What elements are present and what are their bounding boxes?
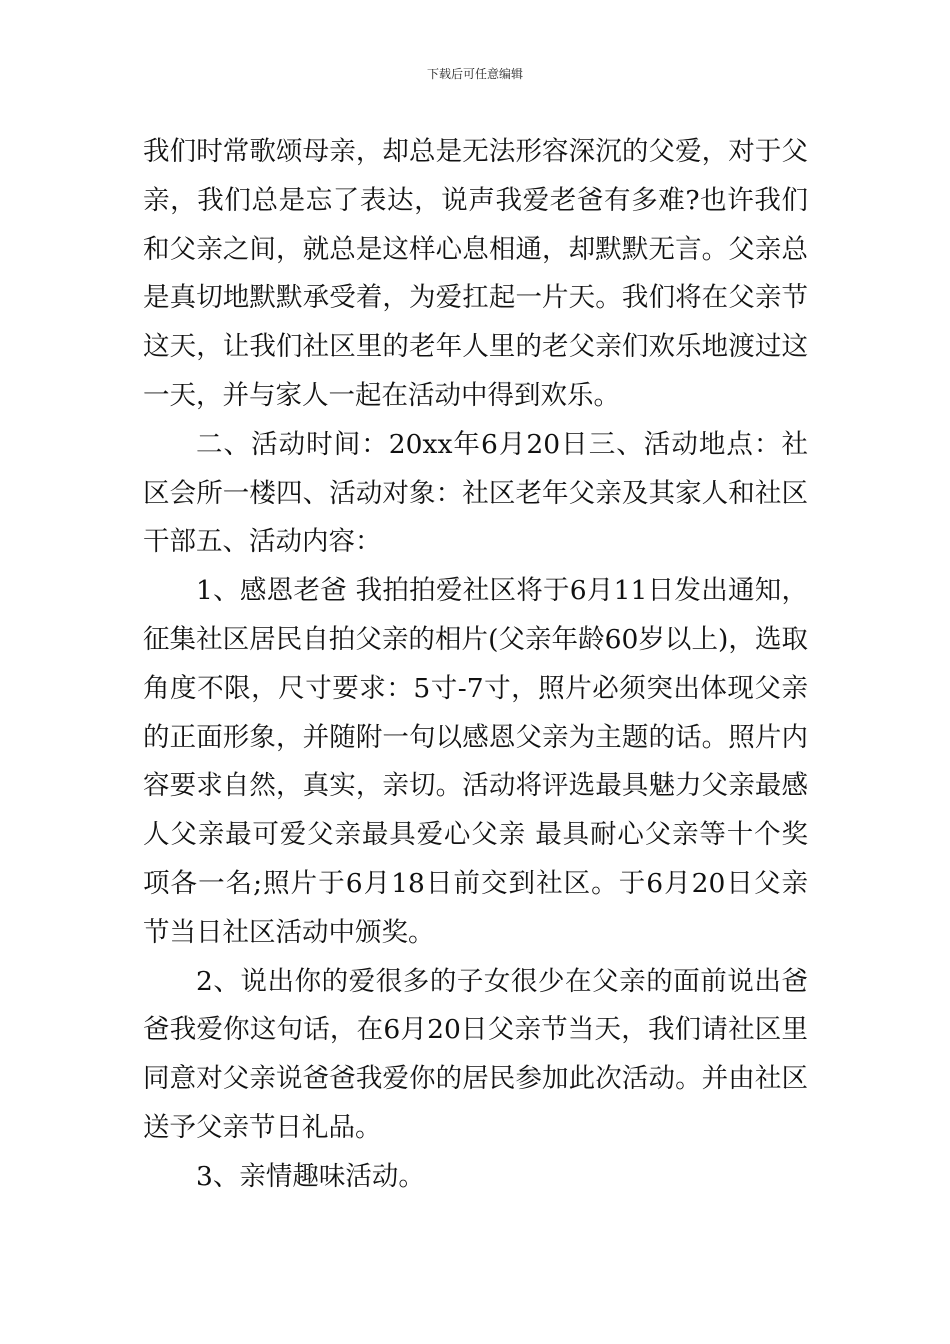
paragraph-item-2: 2、说出你的爱很多的子女很少在父亲的面前说出爸爸我爱你这句话，在6月20日父亲节当天，我们请社区里同意对父亲说爸爸我爱你的居民参加此次活动。并由社区送予父亲节日礼品。 xyxy=(143,965,808,1143)
paragraph-intro: 我们时常歌颂母亲，却总是无法形容深沉的父爱，对于父亲，我们总是忘了表达，说声我爱老爸有多难?也许我们和父亲之间，就总是这样心息相通，却默默无言。父亲总是真切地默默承受着，为爱扛起一片天。我们将在父亲节这天，让我们社区里的老年人里的老父亲们欢乐地渡过这一天，并与家人一起在活动中得到欢乐。 xyxy=(143,136,808,411)
page-header: 下载后可任意编辑 xyxy=(426,67,523,81)
document-body xyxy=(143,128,808,1202)
paragraph-item-3: 3、亲情趣味活动。 xyxy=(196,1160,425,1192)
paragraph-item-1: 1、感恩老爸 我拍拍爱社区将于6月11日发出通知，征集社区居民自拍父亲的相片(父亲年龄60岁以上)，选取角度不限，尺寸要求：5寸-7寸，照片必须突出体现父亲的正面形象，并随附一句以感恩父亲为主题的话。照片内容要求自然，真实，亲切。活动将评选最具魅力父亲最感人父亲最可爱父亲最具爱心父亲 最具耐心父亲等十个奖项各一名;照片于6月18日前交到社区。于6月20日父亲节当日社区活动中颁奖。 xyxy=(143,575,808,948)
paragraph-activity-details: 二、活动时间：20xx年6月20日三、活动地点：社区会所一楼四、活动对象：社区老年父亲及其家人和社区干部五、活动内容： xyxy=(143,428,808,558)
